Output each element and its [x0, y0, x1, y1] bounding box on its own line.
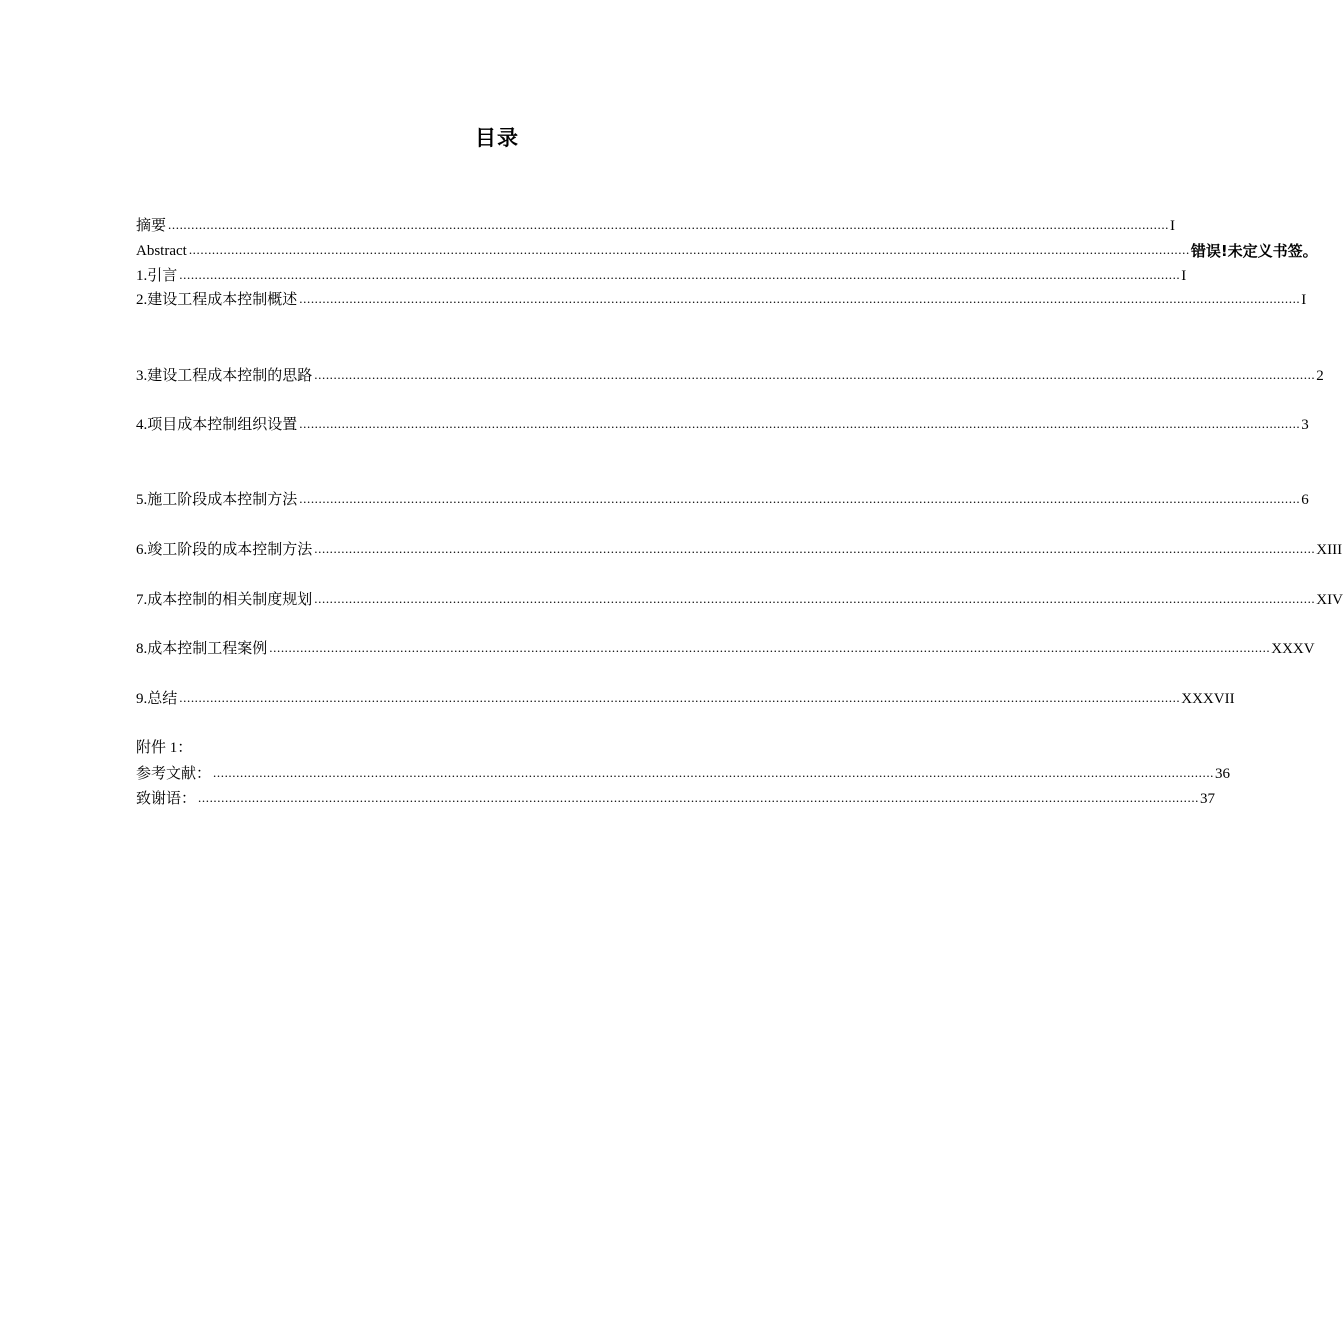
- toc-entry-page: 37: [1200, 791, 1216, 807]
- toc-entry-page: 3: [1301, 417, 1309, 433]
- toc-entry-page: I: [1181, 268, 1187, 284]
- toc-entry-label: 致谢语：: [136, 791, 197, 807]
- toc-dot-leader: ....................................................................................................................................................................................................................................................................: [188, 242, 1190, 257]
- toc-entry-page: I: [1301, 292, 1307, 308]
- toc-dot-leader: ....................................................................................................................................................................................................................................................................: [179, 267, 1181, 282]
- toc-entry-label: 4.项目成本控制组织设置: [136, 417, 298, 433]
- toc-entry-acknowledgements[interactable]: [136, 787, 1216, 809]
- toc-entry-page: 36: [1215, 766, 1231, 782]
- toc-entry-page: 2: [1316, 368, 1324, 384]
- toc-entry-label: 2.建设工程成本控制概述: [136, 292, 298, 308]
- toc-dot-leader: ....................................................................................................................................................................................................................................................................: [299, 291, 1301, 306]
- toc-entry-label: 9.总结: [136, 691, 178, 707]
- toc-entry-construction-phase[interactable]: [136, 488, 1309, 510]
- toc-dot-leader: ....................................................................................................................................................................................................................................................................: [179, 690, 1181, 705]
- page-title: 目录: [475, 126, 519, 150]
- toc-dot-leader: ....................................................................................................................................................................................................................................................................: [213, 765, 1215, 780]
- toc-entry-references[interactable]: [136, 762, 1231, 784]
- toc-entry-page: XXXV: [1271, 641, 1315, 657]
- toc-dot-leader: ....................................................................................................................................................................................................................................................................: [314, 541, 1316, 556]
- toc-dot-leader: ....................................................................................................................................................................................................................................................................: [314, 367, 1316, 382]
- toc-entry-label: 3.建设工程成本控制的思路: [136, 368, 313, 384]
- toc-entry-label: 6.竣工阶段的成本控制方法: [136, 542, 313, 558]
- toc-entry-overview[interactable]: [136, 288, 1307, 310]
- toc-entry-regulations[interactable]: [136, 588, 1343, 610]
- toc-entry-case-study[interactable]: [136, 637, 1315, 659]
- toc-entry-abstract-en[interactable]: [136, 239, 1318, 261]
- toc-entry-label: 参考文献：: [136, 766, 212, 782]
- toc-entry-introduction[interactable]: [136, 264, 1187, 286]
- toc-dot-leader: ....................................................................................................................................................................................................................................................................: [168, 217, 1170, 232]
- toc-dot-leader: ....................................................................................................................................................................................................................................................................: [299, 491, 1301, 506]
- toc-entry-page: XIII: [1316, 542, 1343, 558]
- toc-entry-page: 6: [1301, 492, 1309, 508]
- toc-entry-organization[interactable]: [136, 413, 1309, 435]
- toc-entry-label: Abstract: [136, 243, 187, 259]
- toc-entry-summary[interactable]: [136, 687, 1235, 709]
- toc-entry-approach[interactable]: [136, 364, 1324, 386]
- toc-entry-page: I: [1170, 218, 1176, 234]
- toc-dot-leader: ....................................................................................................................................................................................................................................................................: [299, 416, 1301, 431]
- toc-entry-page-error: 错误!未定义书签。: [1190, 242, 1318, 260]
- toc-dot-leader: ....................................................................................................................................................................................................................................................................: [314, 591, 1316, 606]
- toc-entry-label: 7.成本控制的相关制度规划: [136, 592, 313, 608]
- toc-dot-leader: ....................................................................................................................................................................................................................................................................: [269, 640, 1271, 655]
- toc-entry-completion-phase[interactable]: [136, 538, 1343, 560]
- toc-entry-label: 5.施工阶段成本控制方法: [136, 492, 298, 508]
- toc-entry-label: 摘要: [136, 218, 167, 234]
- toc-entry-page: XXXVII: [1181, 691, 1235, 707]
- toc-entry-abstract-cn[interactable]: [136, 214, 1176, 236]
- toc-entry-label: 1.引言: [136, 268, 178, 284]
- appendix-heading: 附件 1：: [136, 740, 193, 756]
- toc-entry-label: 8.成本控制工程案例: [136, 641, 268, 657]
- toc-entry-page: XIV: [1316, 592, 1343, 608]
- toc-dot-leader: ....................................................................................................................................................................................................................................................................: [198, 790, 1200, 805]
